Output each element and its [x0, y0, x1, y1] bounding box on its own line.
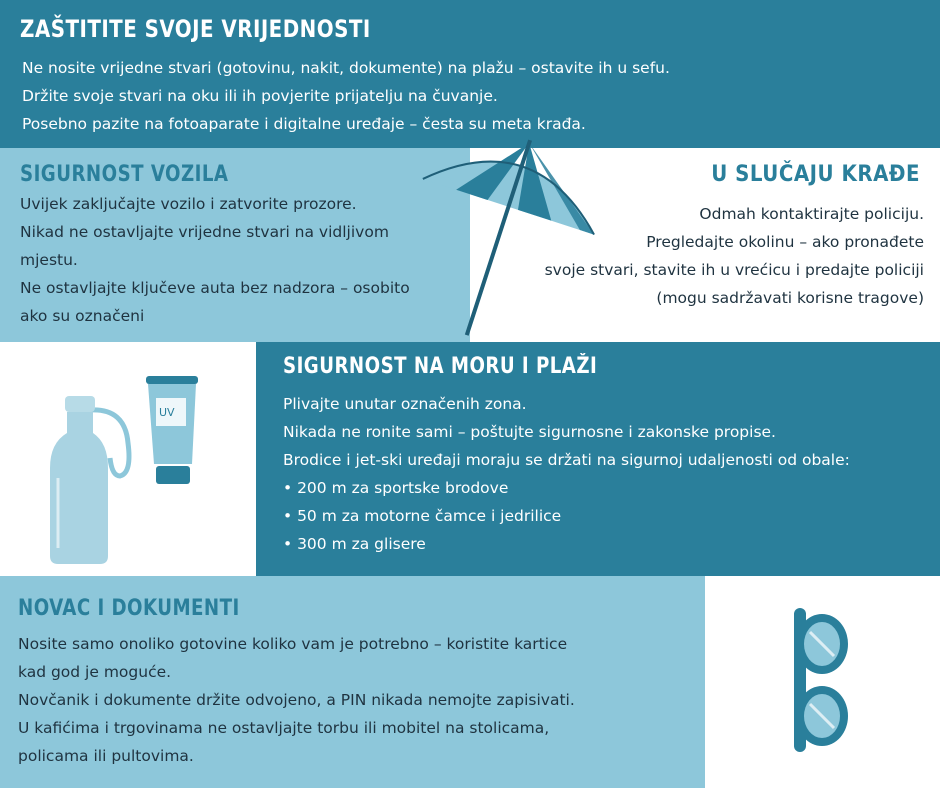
money-line: Novčanik i dokumente držite odvojeno, a PIN nikada nemojte zapisivati. — [18, 691, 575, 709]
sea-line: Plivajte unutar označenih zona. — [283, 395, 527, 413]
theft-title: U SLUČAJU KRAĐE — [711, 162, 920, 187]
water-bottle-icon — [40, 388, 140, 568]
money-line: U kafićima i trgovinama ne ostavljajte torbu ili mobitel na stolicama, — [18, 719, 550, 737]
sea-section — [256, 342, 940, 576]
vehicle-line: Ne ostavljajte ključeve auta bez nadzora – osobito — [20, 279, 410, 297]
sea-bullet: • 300 m za glisere — [283, 535, 426, 553]
theft-line: svoje stvari, stavite ih u vrećicu i predajte policiji — [544, 261, 924, 279]
sea-body — [283, 390, 850, 558]
valuables-section — [0, 0, 940, 148]
sea-bullet: • 50 m za motorne čamce i jedrilice — [283, 507, 562, 525]
theft-line: Odmah kontaktirajte policiju. — [699, 205, 924, 223]
valuables-line: Posebno pazite na fotoaparate i digitalne uređaje – česta su meta krađa. — [22, 115, 586, 133]
vehicle-line: Uvijek zaključajte vozilo i zatvorite prozore. — [20, 195, 357, 213]
vehicle-line: mjestu. — [20, 251, 78, 269]
sea-line: Brodice i jet-ski uređaji moraju se držati na sigurnoj udaljenosti od obale: — [283, 451, 850, 469]
money-title: NOVAC I DOKUMENTI — [18, 596, 240, 621]
sunscreen-label: UV — [159, 406, 175, 419]
vehicle-section — [0, 148, 470, 342]
vehicle-body — [20, 190, 460, 330]
money-line: policama ili pultovima. — [18, 747, 194, 765]
money-line: kad god je moguće. — [18, 663, 172, 681]
sunglasses-icon — [790, 608, 860, 752]
money-body — [18, 630, 698, 770]
valuables-line: Držite svoje stvari na oku ili ih povjerite prijatelju na čuvanje. — [22, 87, 498, 105]
valuables-line: Ne nosite vrijedne stvari (gotovinu, nakit, dokumente) na plažu – ostavite ih u sefu. — [22, 59, 670, 77]
sea-title: SIGURNOST NA MORU I PLAŽI — [283, 354, 598, 379]
money-section — [0, 576, 705, 788]
beach-umbrella-icon — [410, 132, 605, 342]
vehicle-line: ako su označeni — [20, 307, 145, 325]
valuables-title: ZAŠTITITE SVOJE VRIJEDNOSTI — [20, 15, 371, 43]
vehicle-title: SIGURNOST VOZILA — [20, 162, 229, 187]
vehicle-line: Nikad ne ostavljajte vrijedne stvari na vidljivom — [20, 223, 389, 241]
valuables-body — [22, 54, 670, 138]
sea-bullet: • 200 m za sportske brodove — [283, 479, 509, 497]
theft-line: (mogu sadržavati korisne tragove) — [656, 289, 924, 307]
sunscreen-tube-icon — [140, 374, 210, 494]
money-line: Nosite samo onoliko gotovine koliko vam je potrebno – koristite kartice — [18, 635, 568, 653]
theft-line: Pregledajte okolinu – ako pronađete — [646, 233, 924, 251]
sea-line: Nikada ne ronite sami – poštujte sigurnosne i zakonske propise. — [283, 423, 776, 441]
